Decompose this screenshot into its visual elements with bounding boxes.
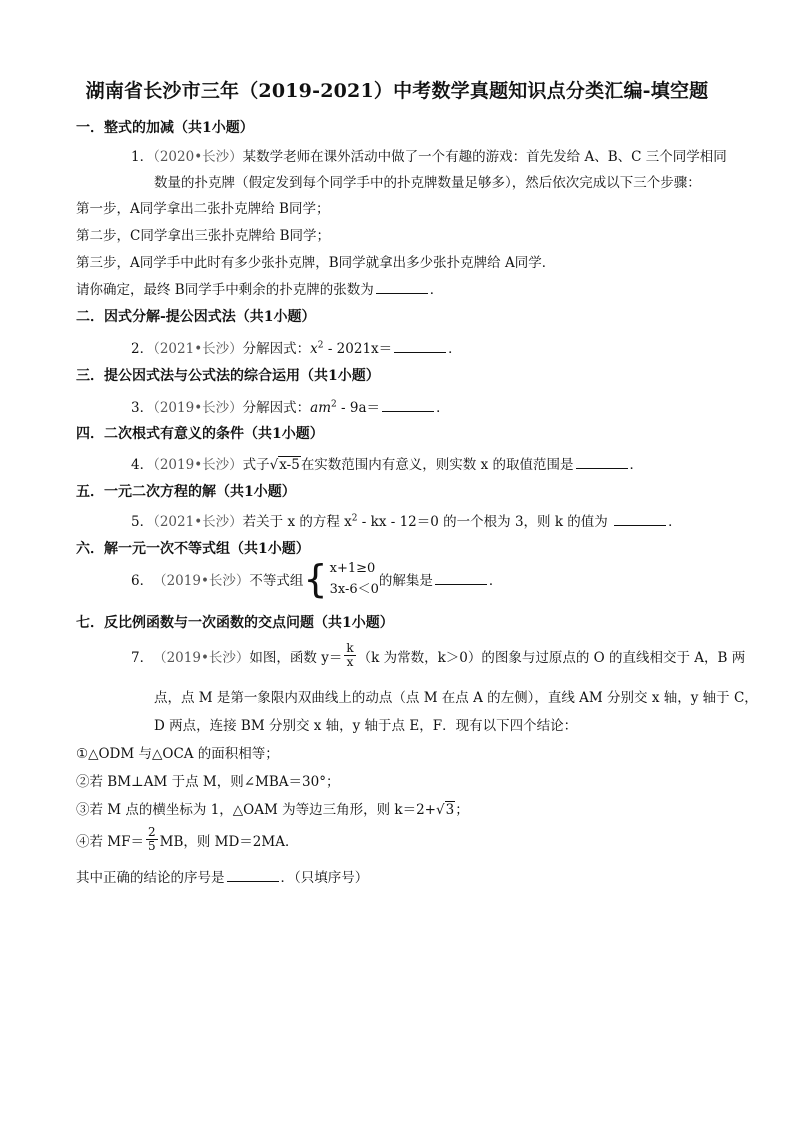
fraction-2-over-5: $\frac{2}{5}$ — [147, 825, 156, 853]
q1-step-2: 第二步，C同学拿出三张扑克牌给 B同学； — [76, 228, 331, 244]
q1-line-2: 数量的扑克牌（假定发到每个同学手中的扑克牌数量足够多），然后依次完成以下三个步骤： — [154, 175, 701, 191]
q1-text: 某数学老师在课外活动中做了一个有趣的游戏：首先发给 A、B、C 三个同学相同 — [242, 149, 727, 165]
q1-step-3: 第三步，A同学手中此时有多少张扑克牌，B同学就拿出多少张扑克牌给 A同学． — [76, 255, 556, 271]
q7-line-3: D 两点，连接 BM 分别交 x 轴，y 轴于点 E，F．现有以下四个结论： — [154, 718, 578, 734]
section-heading-5: 五．一元二次方程的解（共1小题） — [76, 484, 296, 500]
answer-blank[interactable] — [435, 573, 487, 585]
q7-conclusion-3: ③若 M 点的横坐标为 1，△OAM 为等边三角形，则 k＝2+√3； — [76, 802, 469, 818]
section-heading-4: 四．二次根式有意义的条件（共1小题） — [76, 426, 324, 442]
section-heading-7: 七．反比例函数与一次函数的交点问题（共1小题） — [76, 615, 394, 631]
page-title: 湖南省长沙市三年（2019-2021）中考数学真题知识点分类汇编-填空题 — [85, 80, 709, 102]
question-source: （2020•长沙） — [153, 149, 243, 165]
answer-blank[interactable] — [382, 400, 434, 412]
q7-conclusion-1: ①△ODM 与△OCA 的面积相等； — [76, 746, 279, 762]
q4-line: 4．（2019•长沙）式子√x-5在实数范围内有意义，则实数 x 的取值范围是 ． — [131, 457, 644, 473]
section-heading-2: 二．因式分解-提公因式法（共1小题） — [76, 309, 316, 325]
q7-line-1: 7． （2019•长沙） 如图，函数 y＝ $\frac{k}{x}$ （k 为常数，k＞0）的图象与过原点的 O 的直线相交于 A，B 两 — [131, 641, 746, 669]
sqrt-sign: √ — [435, 802, 445, 818]
sqrt-sign: √ — [269, 457, 279, 473]
q3-line: 3．（2019•长沙）分解因式：$am^2 - 9a=$ ． — [131, 399, 450, 416]
question-number: 1． — [131, 149, 154, 165]
q1-line-1 — [131, 145, 727, 165]
section-heading-6: 六．解一元一次不等式组（共1小题） — [76, 541, 310, 557]
q7-conclusion-2: ②若 BM⊥AM 于点 M，则∠MBA＝30°； — [76, 774, 340, 790]
answer-blank[interactable] — [227, 870, 279, 882]
q7-ask: 其中正确的结论的序号是 ．（只填序号） — [76, 870, 369, 886]
q6-line: 6． （2019•长沙） 不等式组 { x+1≥0 3x-6＜0 的解集是 ． — [131, 557, 503, 601]
q1-ask: 请你确定，最终 B同学手中剩余的扑克牌的张数为 ． — [76, 282, 444, 298]
section-heading-3: 三．提公因式法与公式法的综合运用（共1小题） — [76, 368, 380, 384]
answer-blank[interactable] — [394, 341, 446, 353]
section-heading-1: 一．整式的加减（共1小题） — [76, 120, 254, 136]
inequality-system: { x+1≥0 3x-6＜0 — [303, 557, 379, 601]
q2-line: 2．（2021•长沙）分解因式：$x^2 - 2021x=$ ． — [131, 340, 462, 357]
q1-step-1: 第一步，A同学拿出二张扑克牌给 B同学； — [76, 201, 330, 217]
q5-line: 5．（2021•长沙）若关于 x 的方程 $x^2$ - kx - 12＝0 的一个根为 3，则 k 的值为 ． — [131, 513, 682, 530]
fraction-k-over-x: $\frac{k}{x}$ — [346, 641, 354, 669]
q7-line-2: 点，点 M 是第一象限内双曲线上的动点（点 M 在点 A 的左侧），直线 AM 分别交 x 轴，y 轴于 C， — [154, 690, 758, 706]
q7-conclusion-4: ④若 MF＝ $\frac{2}{5}$ MB，则 MD＝2MA． — [76, 825, 299, 853]
brace-icon: { — [303, 557, 328, 601]
answer-blank[interactable] — [614, 514, 666, 526]
answer-blank[interactable] — [376, 282, 428, 294]
answer-blank[interactable] — [576, 457, 628, 469]
